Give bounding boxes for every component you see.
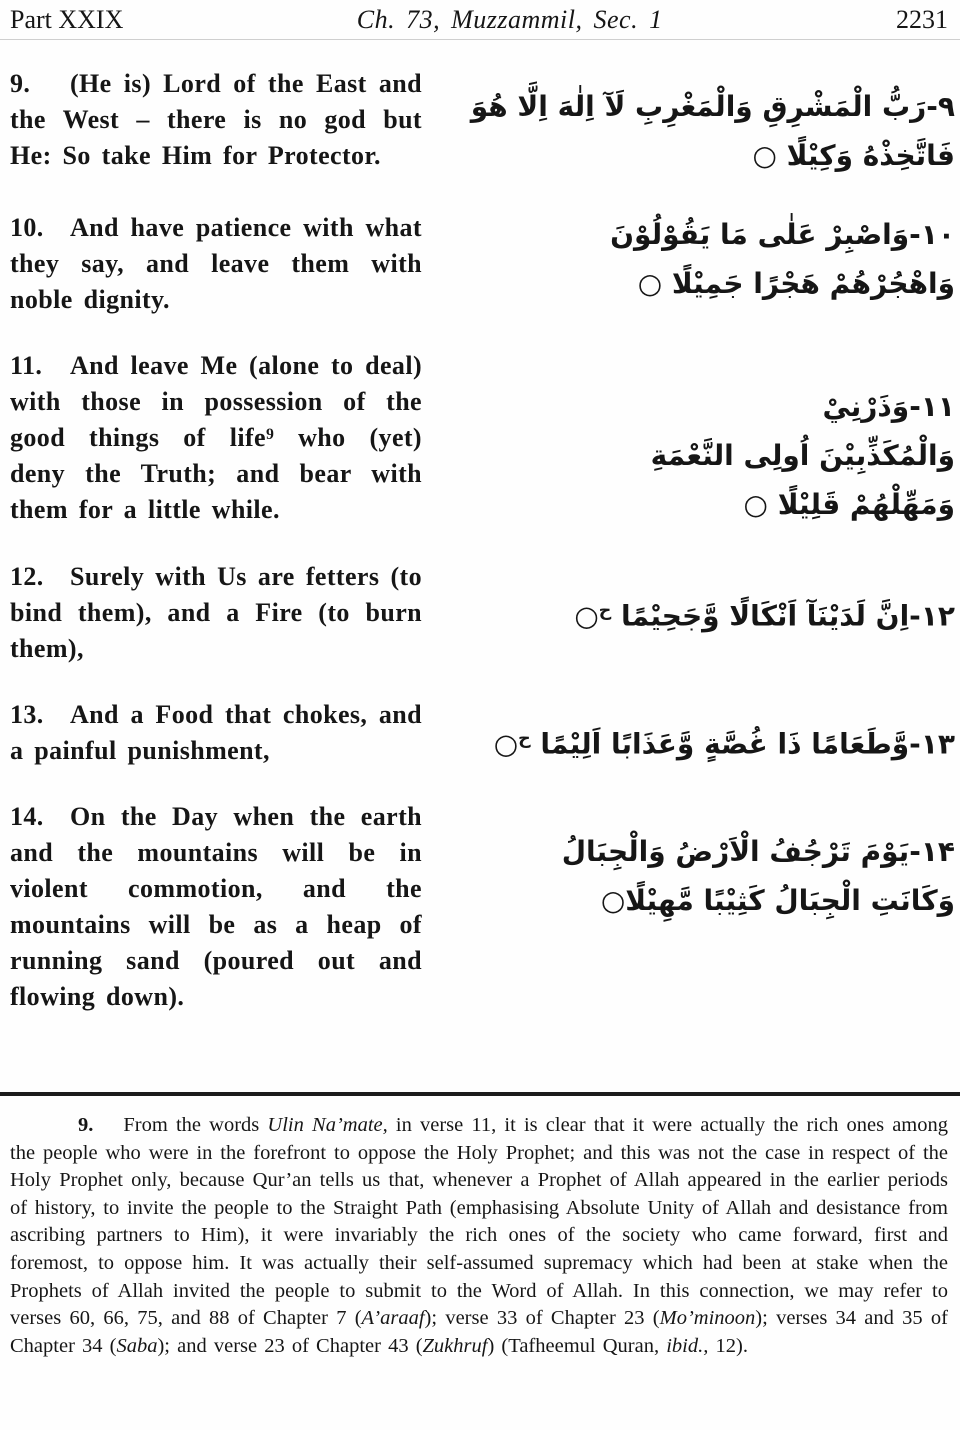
verse-row-9 — [10, 66, 955, 180]
verse-row-10 — [10, 210, 955, 318]
footnote-italic-segment: A’araaf — [361, 1307, 425, 1330]
footnote-italic-segment: Mo’minoon — [659, 1307, 756, 1330]
arabic-line: وَالْمُكَذِّبِيْنَ اُولِى النَّعْمَةِ — [650, 439, 955, 472]
verse-english-translation — [10, 559, 422, 667]
verse-arabic-text — [422, 697, 955, 769]
verses-section — [0, 40, 960, 1092]
verse-number: 14. — [10, 802, 44, 831]
verse-arabic-text — [422, 348, 955, 529]
verse-number: 13. — [10, 700, 44, 729]
footnote-italic-segment: ibid., — [666, 1334, 709, 1357]
header-part-label: Part XXIX — [10, 5, 124, 34]
footnote-segment: in verse 11, it is clear that it were actually the rich ones among the people who were in the forefront to oppose the Holy Prophet; and this was not the case in respect of the Holy Prophet only, because Qur’an tells us that, whenever a Prophet of Allah appeared in the earlier periods of history, to invite the people to the Straight Path (emphasising Absolute Unity of Allah and desistance from ascribing partners to Him), it were invariably the rich ones of the society who came forward, first and foremost, to oppose him. It was actually their self-assumed supremacy which had been at stake when the Prophets of Allah invited the people to submit to the Word of Allah. In this connection, we may refer to verses 60, 66, 75, and 88 of Chapter 7 ( — [10, 1114, 949, 1330]
waqf-mark: ح — [518, 729, 531, 749]
verse-row-11 — [10, 348, 955, 529]
footnote-section — [0, 1096, 960, 1360]
arabic-line: وَكَانَتِ الْجِبَالُ كَثِيْبًا مَّهِيْلًا○ — [600, 884, 955, 917]
verse-english-translation — [10, 348, 422, 529]
footnote-segment: From the words — [123, 1114, 268, 1136]
arabic-line: ۱۴-يَوْمَ تَرْجُفُ الْاَرْضُ وَالْجِبَالُ — [561, 835, 955, 868]
arabic-line: ۱۲-اِنَّ لَدَيْنَآ اَنْكَالًا وَّجَحِيْمًا $^ح$○ — [574, 599, 955, 633]
arabic-line: ۱۳-وَّطَعَامًا ذَا غُصَّةٍ وَّعَذَابًا اَلِيْمًا $^ح$○ — [493, 727, 955, 761]
verse-row-12 — [10, 559, 955, 667]
waqf-mark: ح — [598, 601, 612, 621]
verse-number: 11. — [10, 351, 43, 380]
arabic-line: وَاهْجُرْهُمْ هَجْرًا جَمِيْلًا ○ — [637, 267, 955, 300]
verse-arabic-text — [422, 799, 955, 1015]
footnote-segment: ) (Tafheemul Quran, — [487, 1334, 667, 1357]
arabic-line: ۹-رَبُّ الْمَشْرِقِ وَالْمَغْرِبِ لَآ اِلٰهَ اِلَّا هُوَ — [470, 90, 955, 123]
footnote-segment: ); verse 33 of Chapter 23 ( — [424, 1307, 660, 1330]
verse-translation-text: And have patience with what they say, and leave them with noble dignity. — [10, 213, 422, 314]
footnote-paragraph — [10, 1112, 948, 1360]
verse-number: 9. — [10, 69, 31, 98]
arabic-line: ۱۰-وَاصْبِرْ عَلٰى مَا يَقُوْلُوْنَ — [610, 218, 955, 251]
verse-row-14 — [10, 799, 955, 1015]
verse-translation-text: And a Food that chokes, and a painful punishment, — [10, 700, 422, 765]
page-header — [0, 0, 960, 40]
verse-translation-text: Surely with Us are fetters (to bind them), and a Fire (to burn them), — [10, 562, 422, 663]
footnote-segment: ); and verse 23 of Chapter 43 ( — [157, 1334, 423, 1357]
header-chapter-title: Ch. 73, Muzzammil, Sec. 1 — [356, 5, 663, 34]
arabic-line: وَمَهِّلْهُمْ قَلِيْلًا ○ — [743, 488, 955, 521]
verse-arabic-text — [422, 210, 955, 318]
verse-arabic-text — [422, 559, 955, 667]
verse-english-translation — [10, 66, 422, 180]
verse-english-translation — [10, 697, 422, 769]
verse-translation-text: On the Day when the earth and the mountains will be in violent commotion, and the mountains will be as a heap of running sand (poured out and flowing down). — [10, 802, 422, 1011]
verse-arabic-text — [422, 66, 955, 180]
arabic-line: فَاتَّخِذْهُ وَكِيْلًا ○ — [752, 139, 955, 172]
footnote-italic-segment: Saba — [116, 1334, 158, 1357]
footnote-number: 9. — [78, 1114, 94, 1136]
footnote-text — [10, 1114, 948, 1357]
footnote-segment: ); verses 34 and 35 of Chapter 34 ( — [10, 1307, 948, 1357]
header-page-number: 2231 — [895, 5, 948, 34]
verse-english-translation — [10, 210, 422, 318]
verse-translation-text: (He is) Lord of the East and the West – there is no god but He: So take Him for Protector. — [10, 69, 422, 170]
verse-number: 10. — [10, 213, 44, 242]
arabic-line: ۱۱-وَذَرْنِيْ — [822, 390, 955, 423]
verse-translation-text: And leave Me (alone to deal) with those in possession of the good things of life⁹ who (yet) deny the Truth; and bear with them for a little while. — [10, 351, 422, 524]
verse-number: 12. — [10, 562, 44, 591]
verse-row-13 — [10, 697, 955, 769]
footnote-italic-segment: Zukhruf — [422, 1334, 488, 1357]
footnote-italic-segment: Ulin Na’mate, — [267, 1114, 388, 1136]
verse-english-translation — [10, 799, 422, 1015]
footnote-segment: 12). — [708, 1334, 748, 1357]
